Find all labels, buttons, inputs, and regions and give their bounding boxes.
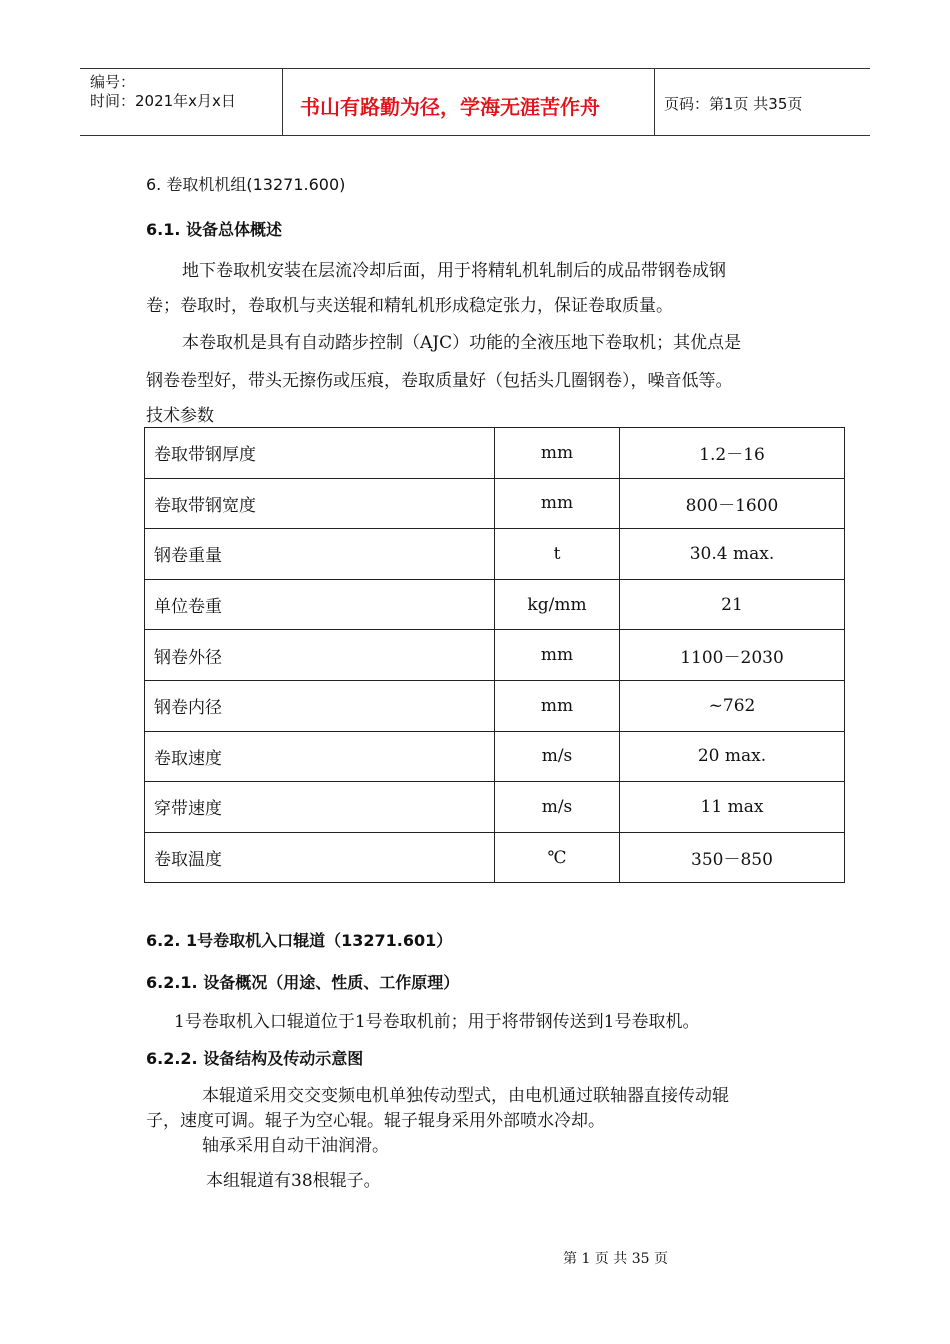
parameter-unit-cell: mm: [495, 680, 620, 731]
section-6-title: 6. 卷取机机组(13271.600): [146, 175, 346, 194]
page-footer: 第 1 页 共 35 页: [563, 1251, 668, 1267]
header-top-rule: [80, 68, 870, 69]
parameter-value-cell: 21: [620, 579, 845, 630]
parameter-value-cell: 11 max: [620, 782, 845, 833]
parameter-name-cell: 钢卷内径: [145, 680, 495, 731]
section-6-2-title: 6.2. 1号卷取机入口辊道（13271.601）: [146, 931, 453, 950]
table-row: [145, 630, 845, 681]
table-row: [145, 731, 845, 782]
parameter-name-cell: 穿带速度: [145, 782, 495, 833]
parameter-value-cell: 30.4 max.: [620, 529, 845, 580]
parameter-value-cell: 1.2－16: [620, 428, 845, 479]
header-motto: 书山有路勤为径，学海无涯苦作舟: [300, 95, 600, 119]
parameter-unit-cell: ℃: [495, 832, 620, 883]
header-page-label: 页码：第1页 共35页: [664, 95, 803, 113]
parameter-unit-cell: mm: [495, 478, 620, 529]
section-6-1-title: 6.1. 设备总体概述: [146, 220, 282, 239]
header-divider-left: [282, 68, 283, 136]
parameter-name-cell: 卷取速度: [145, 731, 495, 782]
document-date-label: 时间：2021年x月x日: [90, 92, 236, 110]
section-6-2-1-title: 6.2.1. 设备概况（用途、性质、工作原理）: [146, 973, 460, 992]
parameter-value-cell: 1100－2030: [620, 630, 845, 681]
table-row: [145, 680, 845, 731]
table-row: [145, 832, 845, 883]
header-divider-right: [654, 68, 655, 136]
paragraph-1-line-2: 卷；卷取时，卷取机与夹送辊和精轧机形成稳定张力，保证卷取质量。: [146, 296, 673, 316]
paragraph-5: 本组辊道有38根辊子。: [206, 1171, 381, 1191]
parameter-name-cell: 卷取带钢宽度: [145, 478, 495, 529]
parameter-unit-cell: mm: [495, 428, 620, 479]
parameter-value-cell: 800－1600: [620, 478, 845, 529]
table-caption: 技术参数: [146, 406, 214, 426]
parameter-unit-cell: m/s: [495, 782, 620, 833]
paragraph-3-line-2: 子，速度可调。辊子为空心辊。辊子辊身采用外部喷水冷却。: [146, 1111, 605, 1131]
document-number-label: 编号：: [90, 73, 136, 91]
table-row: [145, 579, 845, 630]
parameter-value-cell: 20 max.: [620, 731, 845, 782]
parameter-name-cell: 卷取带钢厚度: [145, 428, 495, 479]
header-bottom-rule: [80, 135, 870, 136]
table-row: [145, 529, 845, 580]
table-row: [145, 478, 845, 529]
table-row: [145, 428, 845, 479]
parameter-name-cell: 卷取温度: [145, 832, 495, 883]
section-6-2-2-title: 6.2.2. 设备结构及传动示意图: [146, 1049, 364, 1068]
paragraph-3-line-1: 本辊道采用交交变频电机单独传动型式，由电机通过联轴器直接传动辊: [202, 1086, 729, 1106]
parameter-unit-cell: t: [495, 529, 620, 580]
parameter-name-cell: 单位卷重: [145, 579, 495, 630]
paragraph-2-line-1: 本卷取机是具有自动踏步控制（AJC）功能的全液压地下卷取机；其优点是: [182, 333, 742, 353]
parameter-name-cell: 钢卷重量: [145, 529, 495, 580]
table-row: [145, 782, 845, 833]
section-6-2-1-text: 1号卷取机入口辊道位于1号卷取机前；用于将带钢传送到1号卷取机。: [174, 1012, 700, 1032]
parameter-value-cell: 350－850: [620, 832, 845, 883]
paragraph-2-line-2: 钢卷卷型好，带头无擦伤或压痕，卷取质量好（包括头几圈钢卷），噪音低等。: [146, 371, 733, 391]
parameter-unit-cell: mm: [495, 630, 620, 681]
paragraph-1-line-1: 地下卷取机安装在层流冷却后面，用于将精轧机轧制后的成品带钢卷成钢: [182, 261, 726, 281]
parameter-unit-cell: kg/mm: [495, 579, 620, 630]
paragraph-4: 轴承采用自动干油润滑。: [202, 1136, 389, 1156]
parameter-unit-cell: m/s: [495, 731, 620, 782]
technical-parameters-table: [144, 427, 845, 883]
parameter-value-cell: ~762: [620, 680, 845, 731]
parameter-name-cell: 钢卷外径: [145, 630, 495, 681]
